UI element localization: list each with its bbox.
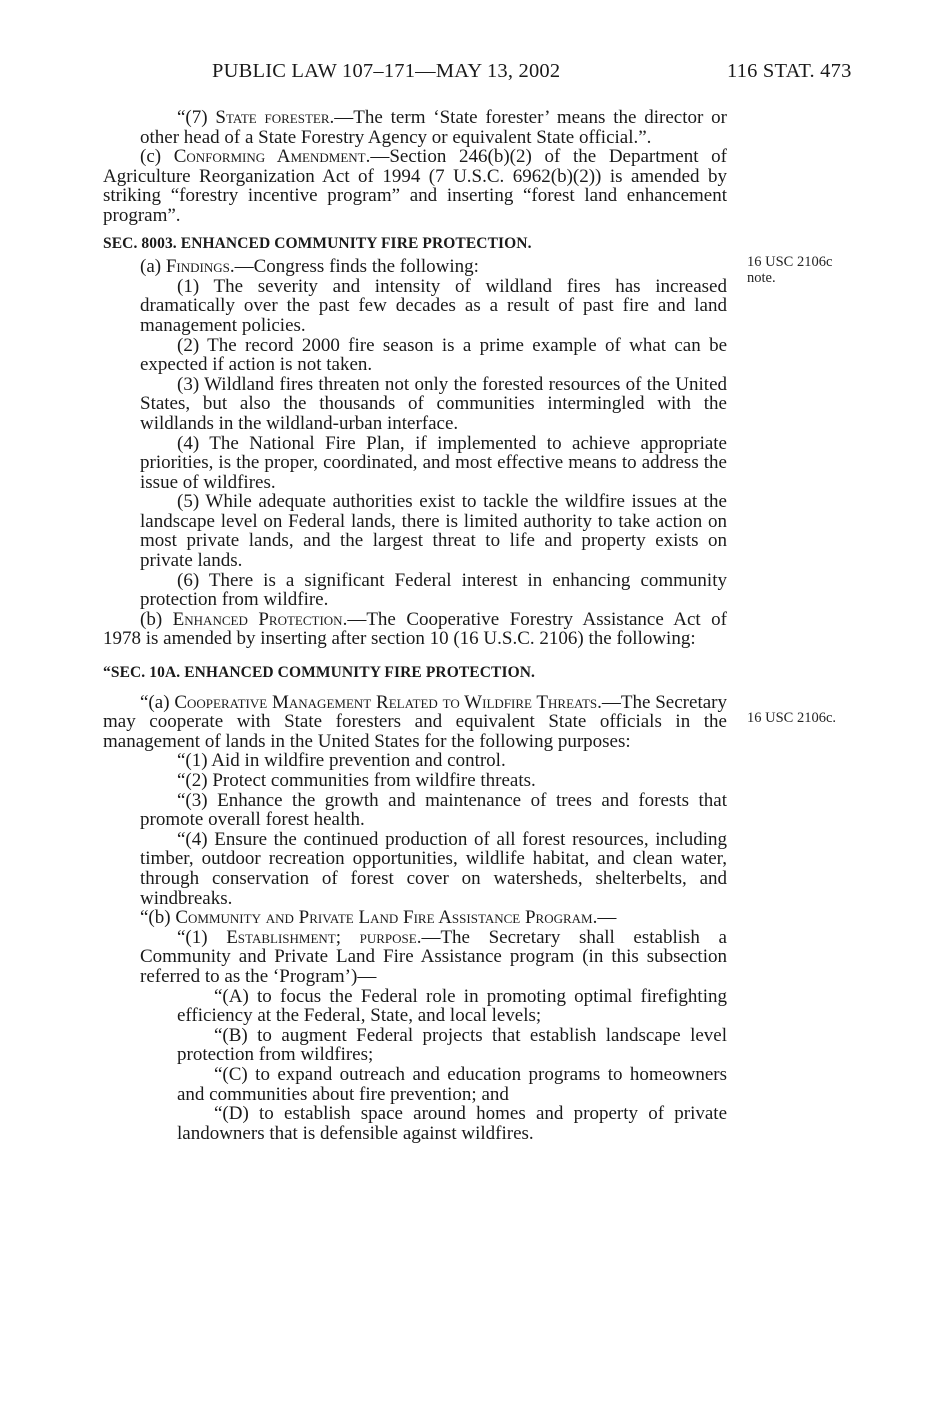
small-caps-heading: Community and Private Land Fire Assistance Program (175, 907, 593, 929)
purpose-3: “(3) Enhance the growth and maintenance of trees and forests that promote overall forest health. (140, 789, 727, 831)
margin-note-usc-2106c: 16 USC 2106c. (747, 710, 837, 726)
finding-3: (3) Wildland fires threaten not only the forested resources of the United States, but also the thousands of communities intermingled with the wildlands in the wildland-urban interface. (140, 373, 727, 434)
margin-note-line: note. (747, 270, 776, 286)
finding-5: (5) While adequate authorities exist to tackle the wildfire issues at the landscape level on Federal lands, there is limited authority to take action on most private lands, and the largest threat to life and property exists on private lands. (140, 491, 727, 572)
paragraph-establishment-purpose: “(1) Establishment; purpose.—The Secretary shall establish a Community and Private Land Fire Assistance program (in this subsection referred to as the ‘Program’)— (140, 926, 727, 987)
document-body (103, 108, 727, 1143)
purpose-1: “(1) Aid in wildfire prevention and control. (177, 750, 506, 772)
margin-note-line: 16 USC 2106c (747, 254, 833, 270)
paragraph-cooperative-management: “(a) Cooperative Management Related to Wildfire Threats.—The Secretary may cooperate with State foresters and equivalent State officials in the management of lands in the United States for the following purposes: (103, 691, 727, 752)
small-caps-heading: Enhanced Protection (172, 608, 343, 630)
paragraph-findings: (a) Findings.—Congress finds the following: (140, 256, 479, 278)
section-heading-8003: SEC. 8003. ENHANCED COMMUNITY FIRE PROTECTION. (103, 234, 532, 252)
purpose-2: “(2) Protect communities from wildfire threats. (177, 770, 536, 791)
finding-2: (2) The record 2000 fire season is a prime example of what can be expected if action is not taken. (140, 334, 727, 376)
small-caps-heading: Conforming Amendment (173, 146, 366, 168)
program-goal-b: “(B) to augment Federal projects that establish landscape level protection from wildfires; (177, 1024, 727, 1066)
finding-6: (6) There is a significant Federal interest in enhancing community protection from wildfire. (140, 569, 727, 611)
small-caps-heading: Establishment; purpose (226, 926, 417, 948)
paragraph-conforming-amendment: (c) Conforming Amendment.—Section 246(b)(2) of the Department of Agriculture Reorganization Act of 1994 (7 U.S.C. 6962(b)(2)) is amended by striking “forestry incentive program” and inserting “forest land enhancement program”. (103, 146, 727, 226)
program-goal-a: “(A) to focus the Federal role in promoting optimal firefighting efficiency at the Federal, State, and local levels; (177, 985, 727, 1027)
running-head: PUBLIC LAW 107–171—MAY 13, 2002 (212, 60, 561, 82)
program-goal-d: “(D) to establish space around homes and property of private landowners that is defensible against wildfires. (177, 1103, 727, 1144)
paragraph-state-forester: “(7) State forester.—The term ‘State forester’ means the director or other head of a State Forestry Agency or equivalent State official.”. (140, 107, 727, 148)
statute-page-reference: 116 STAT. 473 (727, 60, 852, 82)
small-caps-heading: Cooperative Management Related to Wildfire Threats (174, 691, 598, 713)
paragraph-fire-assistance-program: “(b) Community and Private Land Fire Assistance Program.— (140, 907, 617, 929)
section-heading-10a: “SEC. 10A. ENHANCED COMMUNITY FIRE PROTECTION. (103, 664, 536, 682)
program-goal-c: “(C) to expand outreach and education programs to homeowners and communities about fire prevention; and (177, 1063, 727, 1105)
margin-note-usc-2106c-note (747, 254, 857, 286)
small-caps-heading: State forester (215, 107, 330, 128)
finding-1: (1) The severity and intensity of wildland fires has increased dramatically over the past few decades as a result of past fire and land management policies. (140, 275, 727, 336)
paragraph-enhanced-protection: (b) Enhanced Protection.—The Cooperative Forestry Assistance Act of 1978 is amended by inserting after section 10 (16 U.S.C. 2106) the following: (103, 608, 727, 650)
finding-4: (4) The National Fire Plan, if implemented to achieve appropriate priorities, is the proper, coordinated, and most effective means to address the issue of wildfires. (140, 432, 727, 493)
purpose-4: “(4) Ensure the continued production of all forest resources, including timber, outdoor recreation opportunities, wildlife habitat, and clean water, through conservation of forest cover on watersheds, shelterbelts, and windbreaks. (140, 828, 727, 909)
small-caps-heading: Findings (165, 256, 230, 278)
